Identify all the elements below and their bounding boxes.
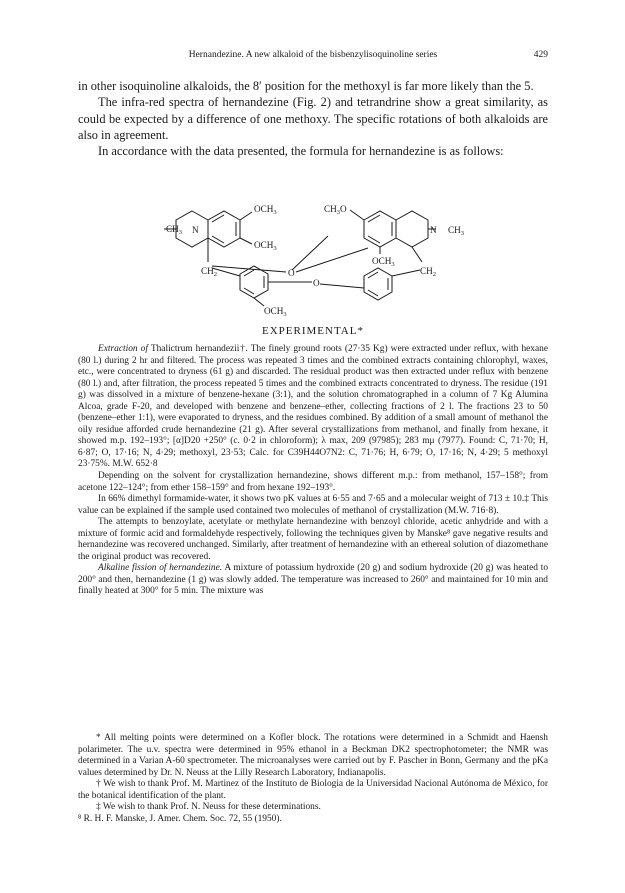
footnote-3: ‡ We wish to thank Prof. N. Neuss for these determinations. xyxy=(96,802,321,812)
experimental-heading: EXPERIMENTAL* xyxy=(262,325,364,337)
ch3-left-label: $CH_3$ xyxy=(166,224,183,236)
experimental-paragraph-1: Extraction of Thalictrum hernandezii†. The finely ground roots (27·35 Kg) were extracted under reflux, with hexane (80 l.) during 2 hr and filtered. The process was repeated 3 times and the combined extracts containing chlorophyl, waxes, etc., were concentrated to dryness (61 g) and discarded. The residual product was then extracted under reflux with benzene (80 l.) and, after filtration, the process repeated 5 times and the combined extracts concentrated to dryness. The residue (191 g) was dissolved in a mixture of benzene-hexane (3:1), and the solution chromatographed in a column of 7 Kg Alumina Alcoa, grade F-20, and developed with benzene and benzene–ether, collecting fractions of 2 l. The fractions 23 to 50 (benzene–ether 1:1), were evaporated to dryness, and the residues combined. By addition of a small amount of methanol the oily residue afforded crude hernandezine (21 g). After several crystallizations from methanol, and finally from hexane, it showed m.p. 192–193°; [α]D20 +250° (c. 0·2 in chloroform); λ max, 209 (97985); 283 mμ (7977). Found: C, 71·70; H, 6·87; O, 17·16; N, 4·29; methoxyl, 23·53; Calc. for C39H44O7N2: C, 71·76; H, 6·79; O, 17·16; N, 4·29; 5 methoxyl 23·75%. M.W. 652·8 xyxy=(78,344,548,470)
o-bridge-label-a: O xyxy=(288,268,295,278)
experimental-paragraph-5: Alkaline fission of hernandezine. A mixture of potassium hydroxide (20 g) and sodium hydroxide (20 g) was heated to 200° and then, hernandezine (1 g) was slowly added. The temperature was increased to 260° and maintained for 10 min and finally heated at 300° for 5 min. The mixture was xyxy=(78,563,549,597)
intro-section xyxy=(78,78,548,159)
ch2-left-label: $CH_2$ xyxy=(201,266,218,278)
right-piperidine-ring xyxy=(396,211,428,247)
experimental-paragraph-2: Depending on the solvent for crystallization hernandezine, shows different m.p.: from methanol, 157–158°; from acetone 122–124°; from ether 158–159° and from hexane 192–193°. xyxy=(78,471,548,493)
ch3o-label: $CH_3O$ xyxy=(324,204,347,216)
o-bridge-label-b: O xyxy=(313,278,320,288)
ch2-right-label: $CH_2$ xyxy=(420,266,437,278)
och3-label-d: $OCH_3$ xyxy=(264,306,287,318)
och3-label-c: $OCH_3$ xyxy=(372,256,395,268)
intro-paragraph-1: in other isoquinoline alkaloids, the 8′ position for the methoxyl is far more likely than the 5. xyxy=(78,79,534,93)
running-title: Hernandezine. A new alkaloid of the bisbenzylisoquinoline series xyxy=(188,50,438,60)
ch3-right-label: $CH_3$ xyxy=(448,225,465,237)
experimental-paragraph-4: The attempts to benzoylate, acetylate or methylate hernandezine with benzoyl chloride, acetic anhydride and with a mixture of formic acid and formaldehyde respectively, following the techniques given by Manske⁸ gave negative results and hernandezine was recovered unchanged. Similarly, after treatment of hernandezine with an ethereal solution of diazomethane the original product was recovered. xyxy=(78,517,548,562)
och3-label-b: $OCH_3$ xyxy=(254,240,277,252)
experimental-paragraph-3: In 66% dimethyl formamide-water, it shows two pK values at 6·55 and 7·65 and a molecular weight of 713 ± 10.‡ This value can be explained if the sample used contained two molecules of methanol of crystallization (M.W. 716·8). xyxy=(78,494,548,516)
n-left-label: N xyxy=(192,225,199,235)
running-header xyxy=(78,50,548,64)
footnotes xyxy=(78,733,548,825)
alkaline-fission-lead: Alkaline fission of hernandezine. xyxy=(98,563,223,574)
extraction-lead: Extraction of xyxy=(98,344,148,354)
left-benzene-ring xyxy=(208,211,240,247)
reference-8: ⁸ R. H. F. Manske, J. Amer. Chem. Soc. 72, 55 (1950). xyxy=(78,813,282,824)
n-right-label: N xyxy=(430,225,437,235)
och3-label-a: $OCH_3$ xyxy=(254,204,277,216)
right-benzene-ring xyxy=(364,211,396,247)
footnote-2: † We wish to thank Prof. M. Martinez of the Instituto de Biologia de la Universidad Nacional Autónoma de México, for the botanical identification of the plant. xyxy=(78,779,548,801)
chemical-structure-diagram xyxy=(168,196,468,320)
page-number: 429 xyxy=(533,50,548,60)
footnote-1: * All melting points were determined on a Kofler block. The rotations were determined in a Schmidt and Haensh polarimeter. The u.v. spectra were determined in 95% ethanol in a Beckman DK2 spectrophotometer; the NMR was determined in a Varian A-60 spectrometer. The microanalyses were carried out by F. Pascher in Bonn, Germany and the pKa values determined by Dr. N. Neuss at the Lilly Research Laboratory, Indianapolis. xyxy=(78,733,548,778)
experimental-section xyxy=(78,344,548,598)
intro-paragraph-2: The infra-red spectra of hernandezine (Fig. 2) and tetrandrine show a great similarity, as could be expected by a difference of one methoxy. The specific rotations of both alkaloids are also in agreement. xyxy=(78,95,548,142)
intro-paragraph-3: In accordance with the data presented, the formula for hernandezine is as follows: xyxy=(98,144,504,159)
